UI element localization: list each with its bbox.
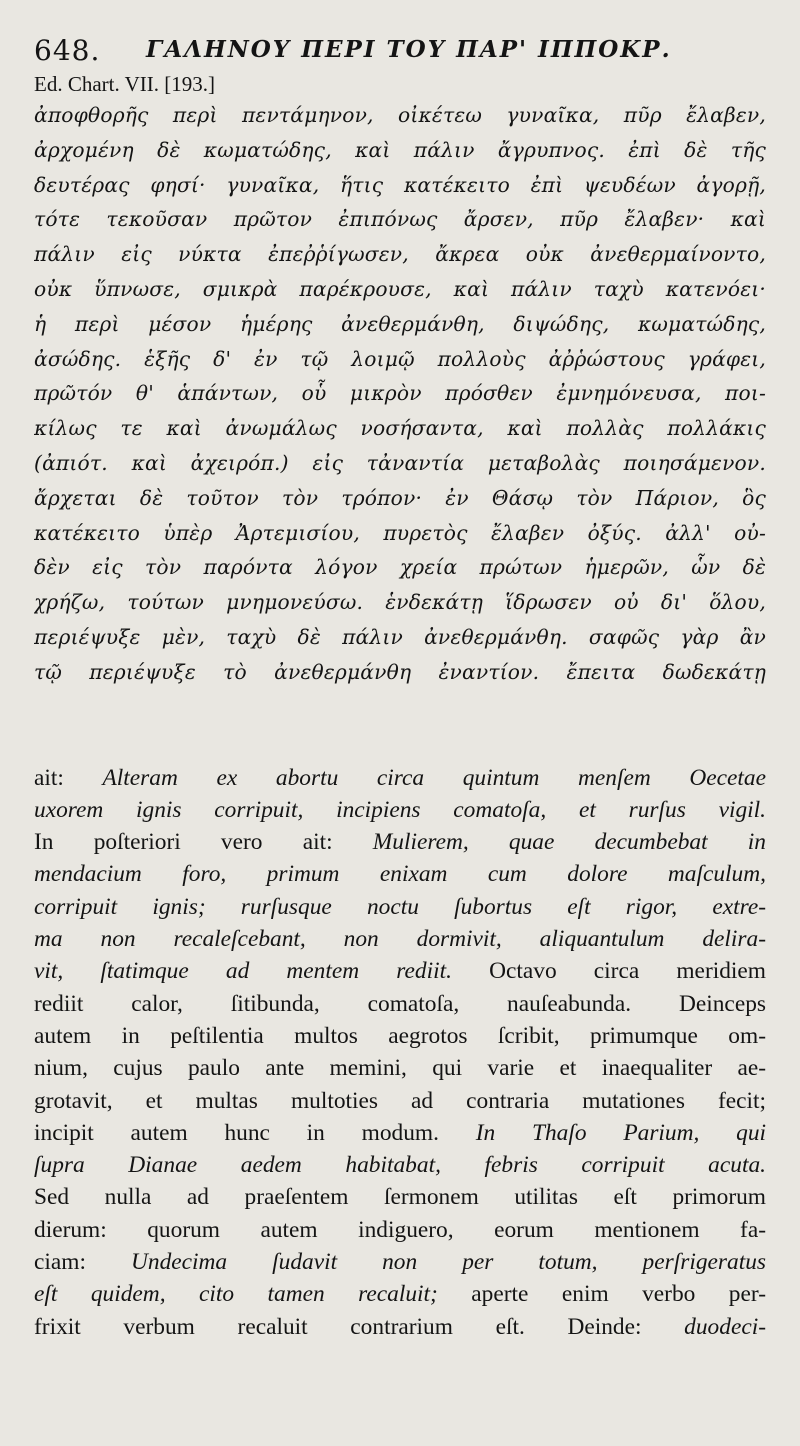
latin-line	[34, 988, 766, 1020]
italic-text: Undecima ſudavit non per totum, perſrigeratus	[130, 1249, 766, 1275]
greek-line: πάλιν εἰς νύκτα ἐπεῤῥίγωσεν, ἄκρεα οὐκ ἀνεθερμαίνοντο,	[34, 242, 766, 267]
italic-text: mendacium foro, primum enixam cum dolore maſculum,	[34, 861, 766, 888]
roman-text: ait:	[34, 764, 103, 791]
roman-text: Octavo circa meridiem	[451, 958, 766, 985]
greek-line: ἄρχεται δὲ τοῦτον τὸν τρόπον· ἐν Θάσῳ τὸν Πάριον, ὃς	[34, 485, 766, 510]
greek-line: οὐκ ὕπνωσε, σμικρὰ παρέκρουσε, καὶ πάλιν ταχὺ κατενόει·	[34, 276, 766, 301]
roman-text: dierum: quorum autem indiguero, eorum mentionem fa-	[34, 1216, 766, 1243]
latin-line	[34, 1278, 766, 1310]
greek-line: ἀσώδης. ἑξῆς δ' ἐν τῷ λοιμῷ πολλοὺς ἀῤῥώστους γράφει,	[34, 346, 766, 371]
roman-text: nium, cujus paulo ante memini, qui varie et inaequaliter ae-	[34, 1055, 766, 1082]
greek-line: τῷ περιέψυξε τὸ ἀνεθερμάνθη ἐναντίον. ἔπειτα δωδεκάτῃ	[34, 659, 766, 684]
roman-text: autem in peſtilentia multos aegrotos ſcribit, primumque om-	[34, 1022, 766, 1049]
greek-line: κίλως τε καὶ ἀνωμάλως νοσήσαντα, καὶ πολλὰς πολλάκις	[34, 416, 766, 441]
italic-text: uxorem ignis corripuit, incipiens comatoſa, et rurſus vigil.	[34, 796, 766, 823]
roman-text: frixit verbum recaluit contrarium eſt. Deinde:	[34, 1313, 685, 1340]
italic-text: duodeci-	[684, 1313, 766, 1340]
italic-text: ma non recaleſcebant, non dormivit, aliquantulum delira-	[34, 926, 766, 953]
italic-text: eſt quidem, cito tamen recaluit;	[34, 1281, 438, 1308]
latin-line	[34, 891, 766, 923]
latin-line	[34, 1149, 766, 1181]
edition-reference: Ed. Chart. VII. [193.]	[34, 72, 215, 96]
roman-text: Sed nulla ad praeſentem ſermonem utilitas eſt primorum	[34, 1184, 766, 1211]
italic-text: Alteram ex abortu circa quintum menſem Oecetae	[102, 764, 766, 791]
italic-text: ſupra Dianae aedem habitabat, febris corripuit acuta.	[34, 1152, 766, 1179]
greek-line: ἀποφθορῆς περὶ πεντάμηνον, οἰκέτεω γυναῖκα, πῦρ ἔλαβεν,	[34, 103, 766, 127]
roman-text: ciam:	[34, 1249, 131, 1275]
greek-line: ἀρχομένη δὲ κωματώδης, καὶ πάλιν ἄγρυπνος. ἐπὶ δὲ τῆς	[34, 137, 766, 162]
latin-line	[34, 1052, 766, 1084]
greek-line: κατέκειτο ὑπὲρ Ἀρτεμισίου, πυρετὸς ἔλαβεν ὀξύς. ἀλλ' οὐ-	[34, 520, 766, 545]
italic-text: In Thaſo Parium, qui	[475, 1119, 766, 1146]
greek-line: δὲν εἰς τὸν παρόντα λόγον χρεία πρώτων ἡμερῶν, ὧν δὲ	[34, 555, 766, 580]
italic-text: corripuit ignis; rurſusque noctu ſubortus eſt rigor, extre-	[34, 893, 766, 920]
greek-line: πρῶτόν θ' ἁπάντων, οὗ μικρὸν πρόσθεν ἐμνημόνευσα, ποι-	[34, 381, 766, 406]
latin-line	[34, 1311, 766, 1343]
latin-line	[34, 826, 766, 858]
roman-text: rediit calor, ſitibunda, comatoſa, nauſeabunda. Deinceps	[34, 990, 766, 1017]
latin-line	[34, 1020, 766, 1052]
latin-line	[34, 858, 766, 890]
latin-line	[34, 794, 766, 826]
roman-text: In poſteriori vero ait:	[34, 829, 373, 856]
latin-line	[34, 1117, 766, 1149]
latin-line	[34, 1214, 766, 1246]
greek-line: χρήζω, τούτων μνημονεύσω. ἑνδεκάτῃ ἵδρωσεν οὐ δι' ὅλου,	[34, 590, 766, 615]
latin-line	[34, 1181, 766, 1213]
greek-line: δευτέρας φησί· γυναῖκα, ἥτις κατέκειτο ἐπὶ ψευδέων ἀγορῇ,	[34, 172, 766, 197]
greek-line: περιέψυξε μὲν, ταχὺ δὲ πάλιν ἀνεθερμάνθη. σαφῶς γὰρ ἂν	[34, 624, 766, 649]
latin-text-block	[34, 762, 766, 1343]
running-head: ΓΑΛΗΝΟΥ ΠΕΡΙ ΤΟΥ ΠΑΡ' ΙΠΠΟΚΡ.	[146, 36, 672, 63]
latin-line	[34, 955, 766, 987]
italic-text: Mulierem, quae decumbebat in	[372, 829, 766, 856]
greek-text-block	[34, 98, 766, 690]
page-number: 648.	[34, 34, 101, 67]
greek-line: τότε τεκοῦσαν πρῶτον ἐπιπόνως ἄρσεν, πῦρ ἔλαβεν· καὶ	[34, 207, 766, 232]
roman-text: incipit autem hunc in modum.	[34, 1119, 476, 1146]
italic-text: vit, ſtatimque ad mentem rediit.	[34, 958, 452, 985]
latin-line	[34, 762, 766, 794]
page-header	[34, 20, 766, 72]
roman-text: grotavit, et multas multoties ad contraria mutationes fecit;	[34, 1087, 766, 1114]
latin-line	[34, 1085, 766, 1117]
latin-line	[34, 1246, 766, 1278]
roman-text: aperte enim verbo per-	[437, 1281, 766, 1308]
section-gap	[34, 690, 766, 762]
greek-line: (ἀπιότ. καὶ ἀχειρόπ.) εἰς τἀναντία μεταβολὰς ποιησάμενον.	[34, 450, 766, 475]
greek-line: ἡ περὶ μέσον ἡμέρης ἀνεθερμάνθη, διψώδης, κωματώδης,	[34, 311, 766, 336]
latin-line	[34, 923, 766, 955]
